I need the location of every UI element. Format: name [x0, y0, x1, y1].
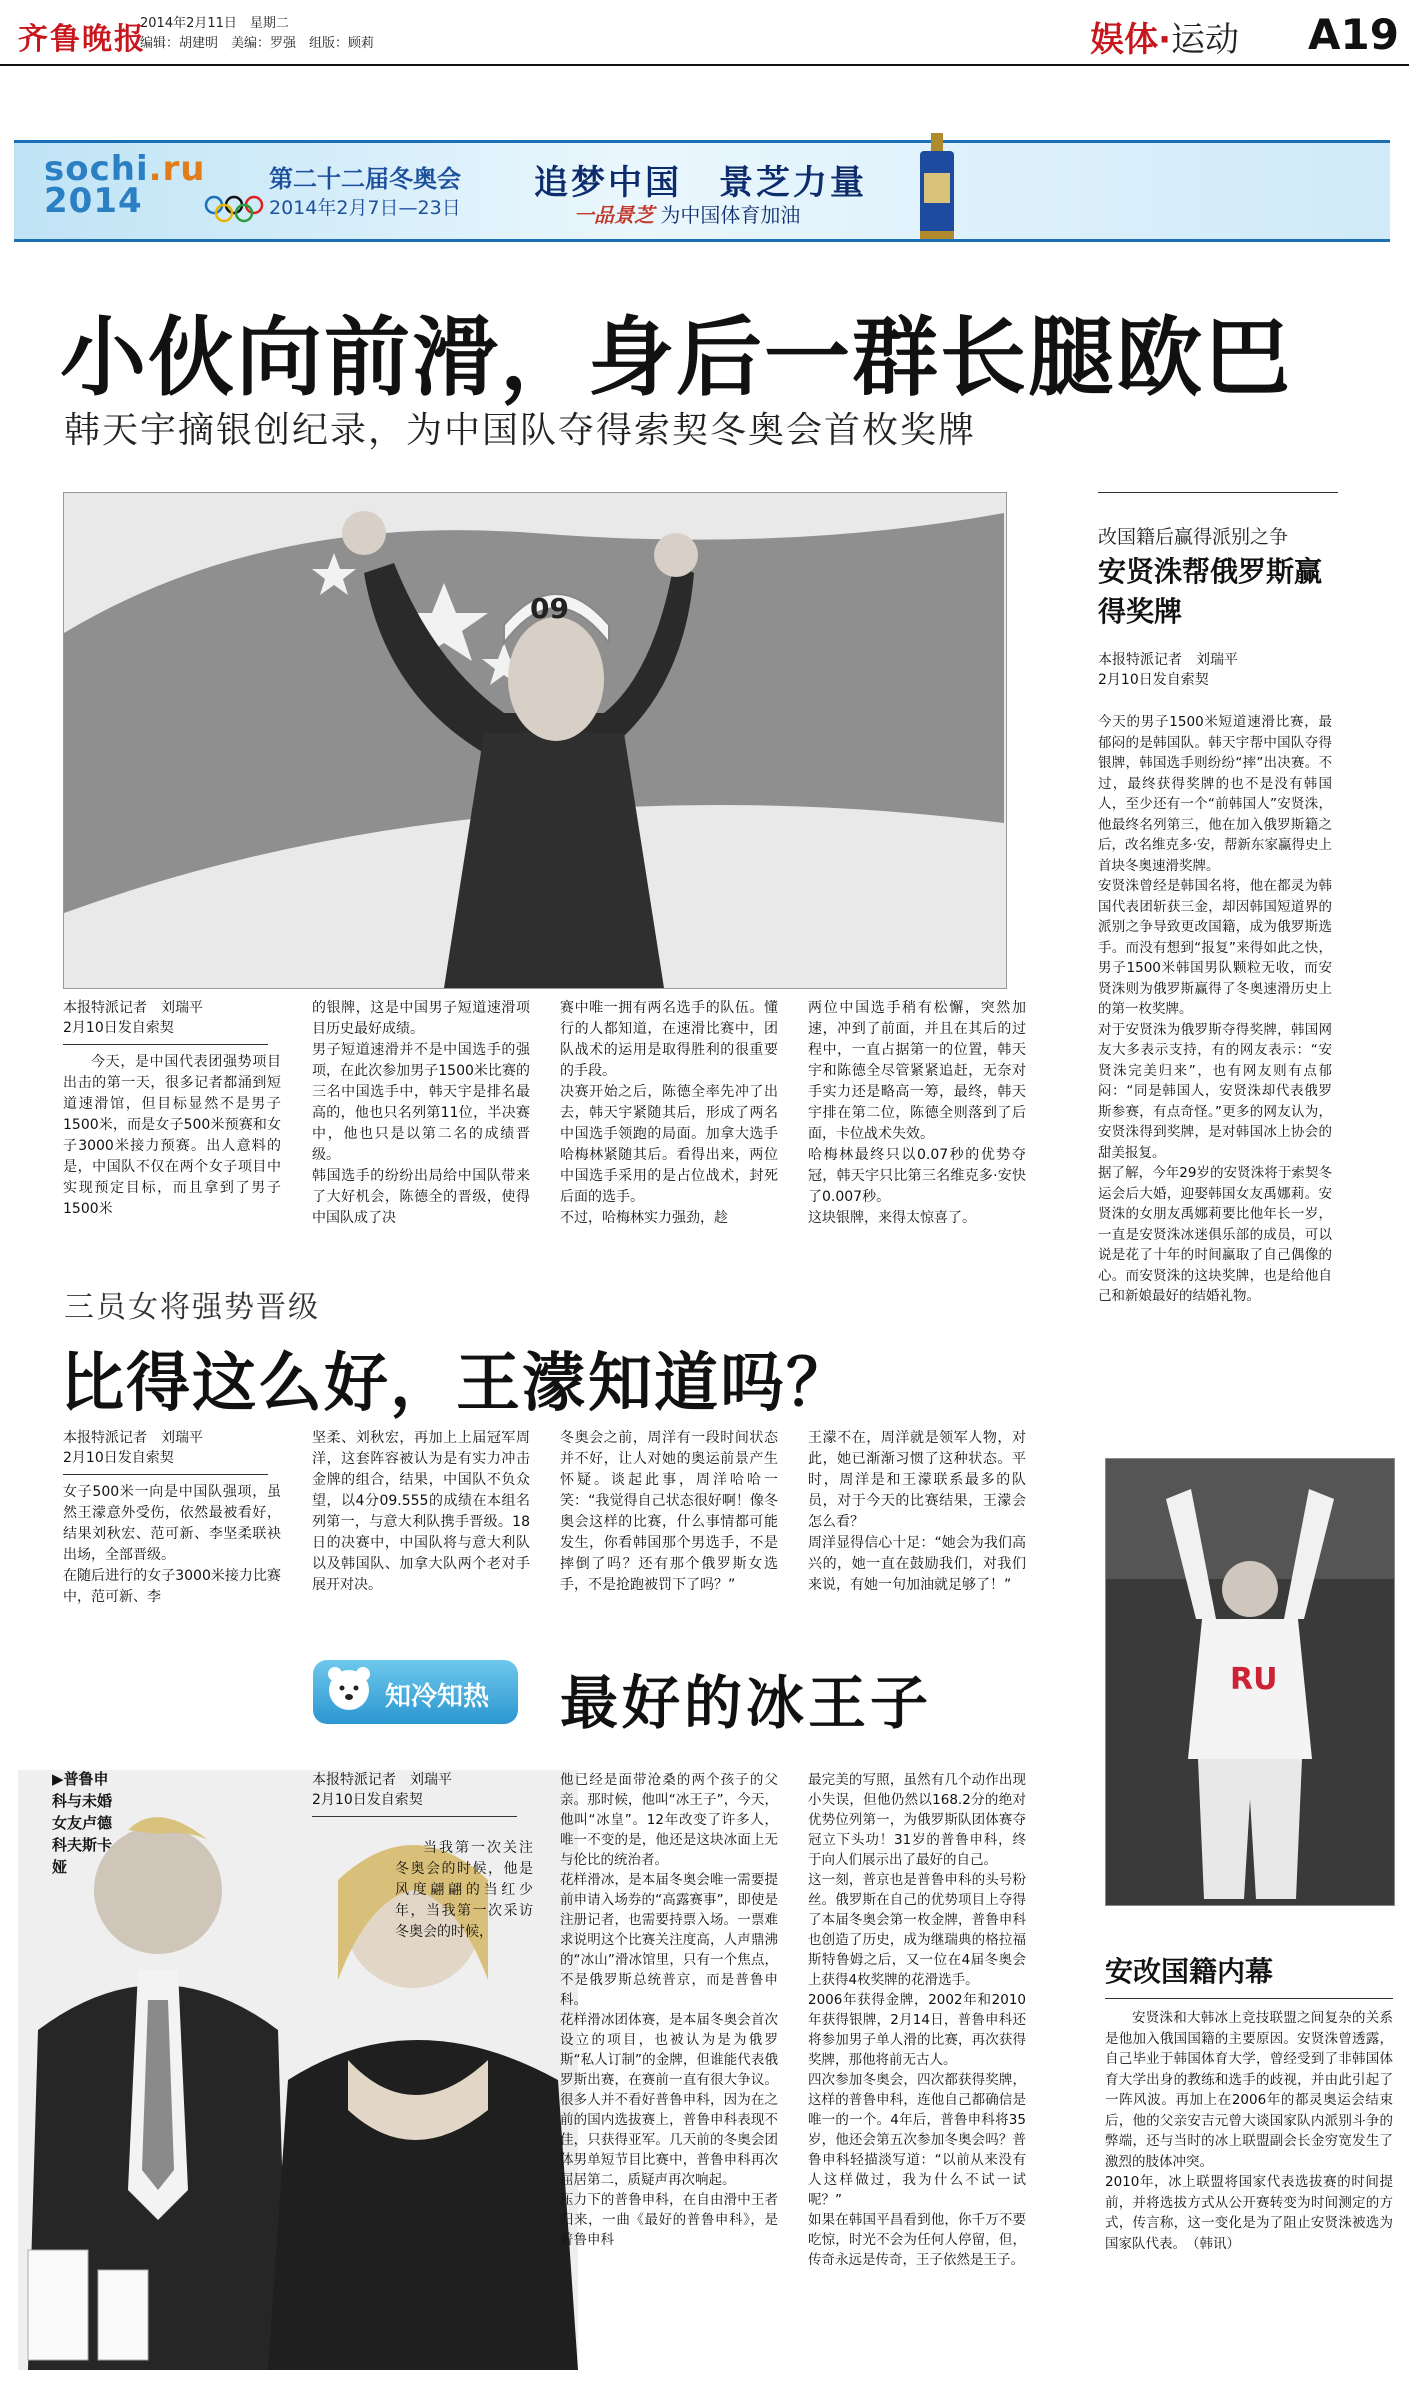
second-dateline: 2月10日发自索契	[63, 1450, 174, 1466]
helmet-number: 09	[530, 592, 569, 625]
sidebar1-body: 今天的男子1500米短道速滑比赛，最郁闷的是韩国队。韩天宇帮中国队夺得银牌，韩国选手则纷纷“摔”出决赛。不过，最终获得奖牌的也不是没有韩国人，至少还有一个“前韩国人”安贤洙，他最终名列第三，他在加入俄罗斯籍之后，改名维克多·安，帮新东家赢得史上首块冬奥速滑奖牌。 安贤洙曾经是韩国名将，他在都灵为韩国代表团斩获三金，却因韩国短道界的派别之争导致更改国籍，成为俄罗斯选手。而没有想到“报复”来得如此之快，男子1500米韩国男队颗粒无收，而安贤洙则为俄罗斯赢得了冬奥速滑历史上的第一枚奖牌。 对于安贤洙为俄罗斯夺得奖牌，韩国网友大多表示支持，有的网友表示：“安贤洙完美归来”，也有网友则有点郁闷：“同是韩国人，安贤洙却代表俄罗斯参赛，有点奇怪。”更多的网友认为，安贤洙得到奖牌，是对韩国冰上协会的甜美报复。 据了解，今年29岁的安贤洙将于索契冬运会后大婚，迎娶韩国女友禹娜莉。安贤洙的女朋友禹娜莉要比他年长一岁，一直是安贤洙冰迷俱乐部的成员，可以说是花了十年的时间赢取了自己偶像的心。而安贤洙的这块奖牌，也是给他自己和新娘最好的结婚礼物。	[1098, 714, 1332, 1304]
ahn-illustration	[1106, 1459, 1394, 1905]
know-badge	[313, 1660, 518, 1724]
staff-line: 编辑：胡建明 美编：罗强 组版：顾莉	[140, 36, 375, 51]
sidebar1-kicker: 改国籍后赢得派别之争	[1098, 526, 1289, 548]
section-red: 娱体	[1090, 20, 1159, 60]
section-grey: 运动	[1171, 20, 1239, 60]
skater-flag-photo	[63, 492, 1007, 989]
third-byline	[312, 1770, 452, 1810]
ad-subtext: 为中国体育加油	[660, 203, 801, 227]
third-dateline: 2月10日发自索契	[312, 1792, 423, 1808]
games-name: 第二十二届冬奥会	[269, 165, 461, 193]
date-line: 2014年2月11日 星期二	[140, 16, 289, 31]
polar-bear-icon	[319, 1660, 379, 1724]
skater-flag-illustration	[64, 493, 1006, 988]
third-column-2: 他已经是面带沧桑的两个孩子的父亲。那时候，他叫“冰王子”，今天，他叫“冰皇”。12年改变了许多人，唯一不变的是，他还是这块冰面上无与伦比的统治者。 花样滑冰，是本届冬奥会唯一需要提前申请入场券的“高露赛事”，即使是注册记者，也需要持票入场。一票难求说明这个比赛关注度高，人声鼎沸的“冰山”滑冰馆里，只有一个焦点，不是俄罗斯总统普京，而是普鲁申科。 花样滑冰团体赛，是本届冬奥会首次设立的项目，也被认为是为俄罗斯“私人订制”的金牌，但谁能代表俄罗斯出赛，在赛前一直有很大争议。很多人并不看好普鲁申科，因为在之前的国内选拔赛上，普鲁申科表现不佳，只获得亚军。几天前的冬奥会团体男单短节目比赛中，普鲁申科再次屈居第二，质疑声再次响起。 压力下的普鲁申科，在自由滑中王者归来，一曲《最好的普鲁申科》，是普鲁申科	[560, 1772, 778, 2248]
newspaper-logo: 齐鲁晚报	[18, 22, 146, 57]
main-byline-reporter: 本报特派记者 刘瑞平	[63, 1000, 203, 1016]
sochi-year: 2014	[44, 181, 143, 221]
section-label	[1090, 12, 1239, 61]
know-badge-label: 知冷知热	[385, 1682, 490, 1712]
main-byline-dateline: 2月10日发自索契	[63, 1020, 174, 1036]
sochi-banner	[14, 140, 1390, 242]
second-column-3: 冬奥会之前，周洋有一段时间状态并不好，让人对她的奥运前景产生怀疑。谈起此事，周洋哈哈一笑：“我觉得自己状态很好啊！像冬奥会这样的比赛，什么事情都可能发生，你看韩国那个男选手，不是摔倒了吗？还有那个俄罗斯女选手，不是抢跑被罚下了吗？”	[560, 1430, 778, 1593]
second-column-2: 坚柔、刘秋宏，再加上上届冠军周洋，这套阵容被认为是有实力冲击金牌的组合，结果，中国队不负众望，以4分09.555的成绩在本组名列第一，与意大利队携手晋级。18日的决赛中，中国队将与意大利队以及韩国队、加拿大队两个老对手展开对决。	[312, 1430, 530, 1593]
main-headline: 小伙向前滑，身后一群长腿欧巴	[60, 308, 1292, 408]
third-column-1: 当我第一次关注冬奥会的时候，他是风度翩翩的当红少年，当我第一次采访冬奥会的时候，	[395, 1840, 533, 1940]
second-byline	[63, 1428, 203, 1468]
sidebar-top-rule	[1098, 492, 1338, 493]
sochi-ru: .ru	[148, 149, 206, 189]
third-reporter: 本报特派记者 刘瑞平	[312, 1772, 452, 1788]
third-headline: 最好的冰王子	[560, 1669, 933, 1737]
photo-caption: ▶普鲁申科与未婚女友卢德科夫斯卡娅	[52, 1770, 113, 1876]
sidebar2-title: 安改国籍内幕	[1105, 1955, 1274, 1988]
sidebar1-dateline: 2月10日发自索契	[1098, 672, 1209, 688]
sidebar2-body: 安贤洙和大韩冰上竞技联盟之间复杂的关系是他加入俄国国籍的主要原因。安贤洙曾透露，自己毕业于韩国体育大学，曾经受到了非韩国体育大学出身的教练和选手的歧视，并由此引起了一阵风波。再加上在2006年的都灵奥运会结束后，他的父亲安吉元曾大谈国家队内派别斗争的弊端，还与当时的冰上联盟副会长金穷宽发生了激烈的肢体冲突。 2010年，冰上联盟将国家代表选拔赛的时间提前，并将选拔方式从公开赛转变为时间测定的方式，传言称，这一变化是为了阻止安贤洙被选为国家队代表。 （韩讯）	[1105, 2010, 1393, 2252]
third-byline-rule	[312, 1816, 517, 1817]
games-dates: 2014年2月7日—23日	[269, 197, 461, 219]
main-column-3: 赛中唯一拥有两名选手的队伍。懂行的人都知道，在速滑比赛中，团队战术的运用是取得胜利的很重要的手段。 决赛开始之后，陈德全率先冲了出去，韩天宇紧随其后，形成了两名中国选手领跑的局面。加拿大选手哈梅林紧随其后。看得出来，两位中国选手采用的是占位战术，封死后面的选手。 不过，哈梅林实力强劲，趁	[560, 1000, 778, 1226]
sidebar1-byline	[1098, 650, 1238, 690]
ad-slogan: 追梦中国 景芝力量	[534, 163, 867, 203]
second-kicker: 三员女将强势晋级	[64, 1290, 320, 1325]
main-column-4: 两位中国选手稍有松懈，突然加速，冲到了前面，并且在其后的过程中，一直占据第一的位置，韩天宇和陈德全尽管紧紧追赶，无奈对手实力还是略高一筹，最终，韩天宇排在第二位，陈德全则落到了后面，卡位战术失效。 哈梅林最终只以0.07秒的优势夺冠，韩天宇只比第三名维克多·安快了0.007秒。 这块银牌，来得太惊喜了。	[808, 1000, 1026, 1226]
olympic-rings-icon	[204, 195, 264, 223]
sidebar2-rule	[1105, 1998, 1393, 1999]
second-column-1: 女子500米一向是中国队强项，虽然王濛意外受伤，依然最被看好，结果刘秋宏、范可新、李坚柔联袂出场，全部晋级。 在随后进行的女子3000米接力比赛中，范可新、李	[63, 1484, 281, 1605]
main-column-1: 今天，是中国代表团强势项目出击的第一天，很多记者都涌到短道速滑馆，但目标显然不是男子1500米，而是女子500米预赛和女子3000米接力预赛。出人意料的是，中国队不仅在两个女子项目中实现预定目标，而且拿到了男子1500米	[63, 1054, 281, 1217]
third-column-3: 最完美的写照，虽然有几个动作出现小失误，但他仍然以168.2分的绝对优势位列第一，为俄罗斯队团体赛夺冠立下头功！31岁的普鲁申科，终于向人们展示出了最好的自己。 这一刻，普京也是普鲁申科的头号粉丝。俄罗斯在自己的优势项目上夺得了本届冬奥会第一枚金牌，普鲁申科也创造了历史，成为继瑞典的格拉福斯特鲁姆之后，又一位在4届冬奥会上获得4枚奖牌的花滑选手。 2006年获得金牌，2002年和2010年获得银牌，2月14日，普鲁申科还将参加男子单人滑的比赛，再次获得奖牌，那他将前无古人。 四次参加冬奥会，四次都获得奖牌，这样的普鲁申科，连他自己都确信是唯一的一个。4年后，普鲁申科将35岁，他还会第五次参加冬奥会吗？普鲁申科轻描淡写道：“以前从来没有人这样做过，我为什么不试一试呢？” 如果在韩国平昌看到他，你千万不要吃惊，时光不会为任何人停留，但，传奇永远是传奇，王子依然是王子。	[808, 1772, 1026, 2268]
second-reporter: 本报特派记者 刘瑞平	[63, 1430, 203, 1446]
svg-text:RU: RU	[1230, 1662, 1278, 1697]
masthead-rule	[0, 64, 1409, 66]
sidebar1-title: 安贤洙帮俄罗斯赢得奖牌	[1098, 555, 1323, 628]
page-number: A19	[1308, 10, 1399, 59]
ad-brand: 一品景芝	[574, 203, 654, 227]
ahn-victory-photo	[1105, 1458, 1395, 1906]
main-column-2: 的银牌，这是中国男子短道速滑项目历史最好成绩。 男子短道速滑并不是中国选手的强项，在此次参加男子1500米比赛的三名中国选手中，韩天宇是排名最高的，他也只名列第11位，半决赛中，他也只是以第二名的成绩晋级。 韩国选手的纷纷出局给中国队带来了大好机会，陈德全的晋级，使得中国队成了决	[312, 1000, 530, 1226]
liquor-bottle-icon	[914, 133, 960, 243]
ad-subline	[574, 199, 800, 228]
second-column-4: 王濛不在，周洋就是领军人物，对此，她已渐渐习惯了这种状态。平时，周洋是和王濛联系最多的队员，对于今天的比赛结果，王濛会怎么看？ 周洋显得信心十足：“她会为我们高兴的，她一直在鼓励我们，对我们来说，有她一句加油就足够了！”	[808, 1430, 1026, 1593]
sochi-word: sochi	[44, 149, 149, 189]
byline-rule	[63, 1044, 268, 1045]
sidebar1-reporter: 本报特派记者 刘瑞平	[1098, 652, 1238, 668]
second-byline-rule	[63, 1474, 268, 1475]
section-dot: ·	[1158, 20, 1171, 60]
sochi-logo	[44, 149, 206, 221]
main-subhead: 韩天宇摘银创纪录，为中国队夺得索契冬奥会首枚奖牌	[64, 410, 977, 451]
second-headline: 比得这么好，王濛知道吗？	[60, 1347, 852, 1421]
main-byline	[63, 998, 263, 1038]
